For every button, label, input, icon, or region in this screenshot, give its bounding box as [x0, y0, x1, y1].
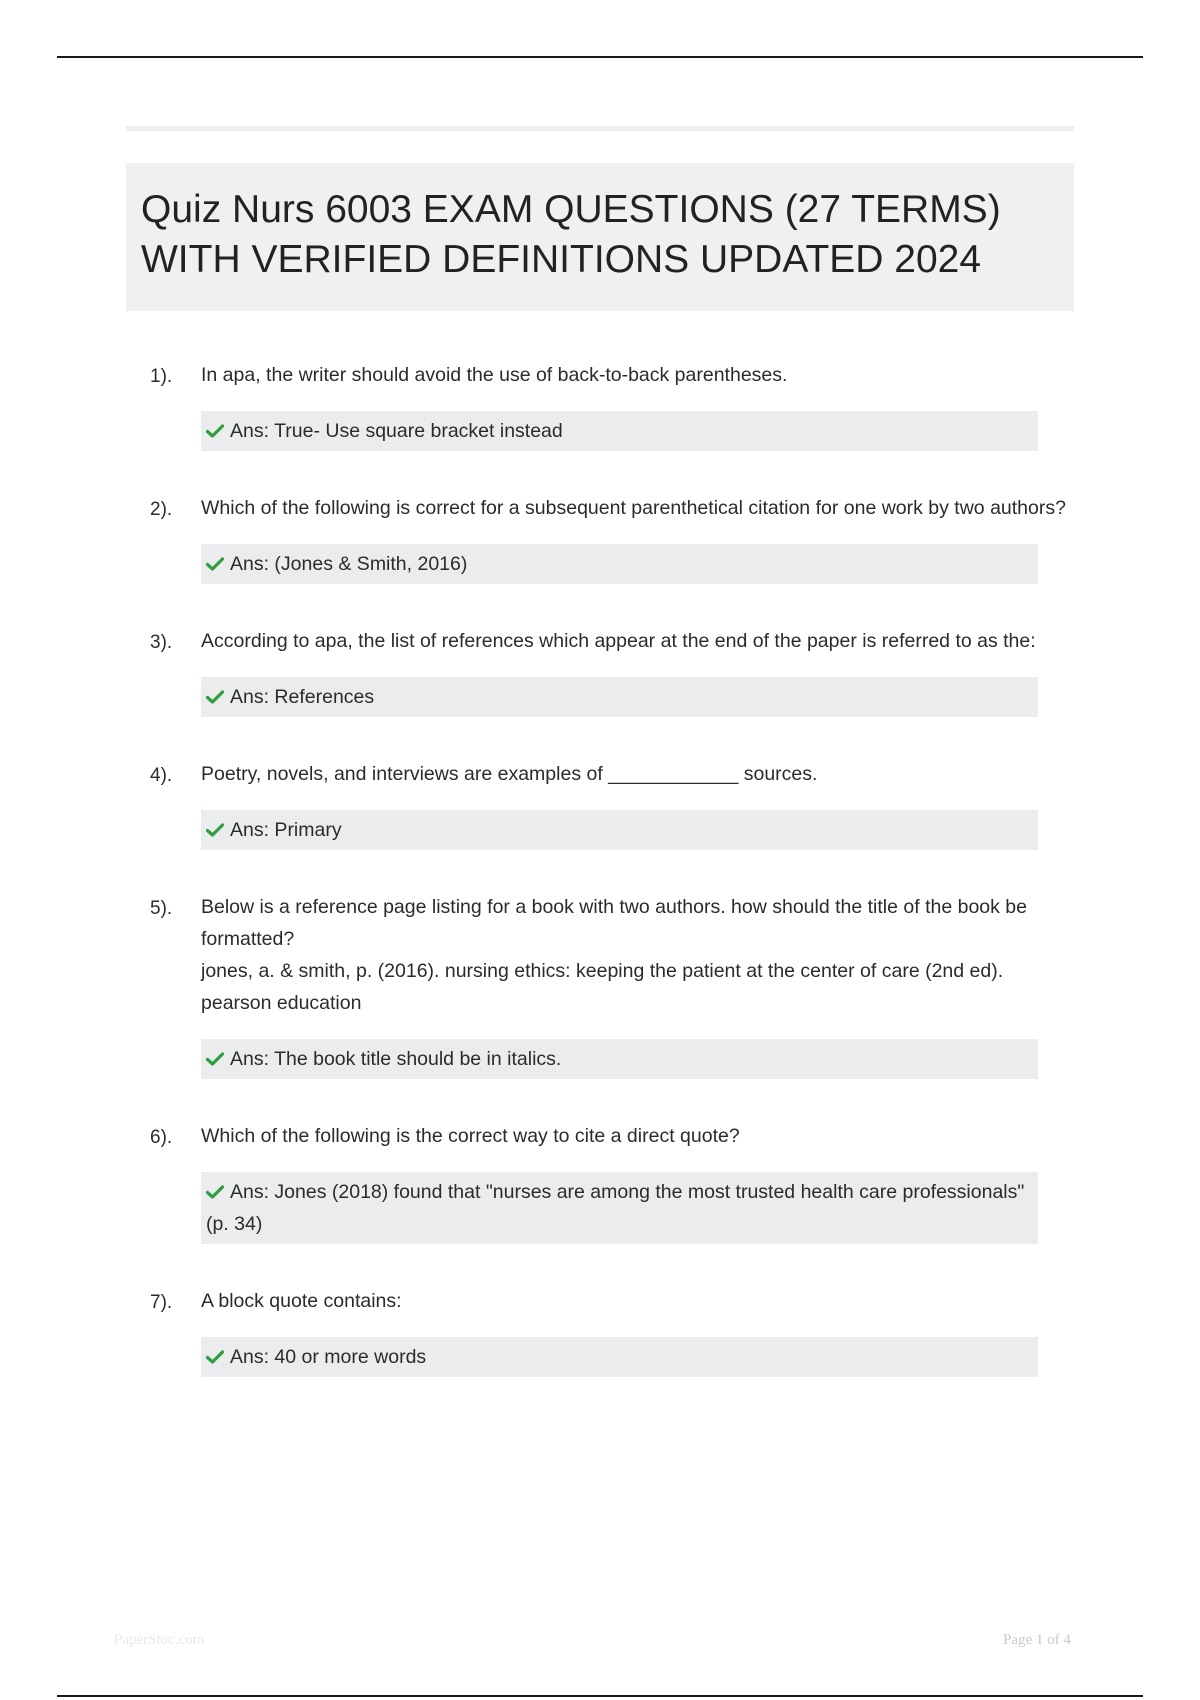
question-number: 6). [150, 1127, 173, 1148]
check-icon [206, 1052, 224, 1066]
title-box [126, 163, 1074, 311]
answer-text: Ans: 40 or more words [230, 1346, 427, 1368]
question-item [126, 758, 1074, 850]
question-item [126, 359, 1074, 451]
answer-text: Ans: (Jones & Smith, 2016) [230, 553, 468, 575]
question-text: Which of the following is the correct way to cite a direct quote? [201, 1125, 740, 1147]
question-text: In apa, the writer should avoid the use of back-to-back parentheses. [201, 364, 788, 386]
answer-text: Ans: The book title should be in italics. [230, 1048, 562, 1070]
answer-box [201, 677, 1038, 717]
answer-box [201, 1337, 1038, 1377]
question-text: Which of the following is correct for a subsequent parenthetical citation for one work by two authors? [201, 497, 1066, 519]
answer-box [201, 810, 1038, 850]
bottom-rule [57, 1695, 1143, 1697]
check-icon [206, 690, 224, 704]
answer-text: Ans: References [230, 686, 375, 708]
answer-text: Ans: Primary [230, 819, 342, 841]
footer-watermark: PaperStoc.com [114, 1632, 205, 1648]
question-number: 2). [150, 499, 173, 520]
question-item [126, 492, 1074, 584]
answer-text: Ans: True- Use square bracket instead [230, 420, 563, 442]
check-icon [206, 557, 224, 571]
question-list [126, 359, 1074, 1377]
document-sheet [126, 126, 1074, 1418]
question-item [126, 1120, 1074, 1244]
answer-box [201, 411, 1038, 451]
question-number: 7). [150, 1292, 173, 1313]
question-item [126, 891, 1074, 1079]
check-icon [206, 1185, 224, 1199]
document-title: Quiz Nurs 6003 EXAM QUESTIONS (27 TERMS) WITH VERIFIED DEFINITIONS UPDATED 2024 [141, 188, 1001, 281]
answer-text: Ans: Jones (2018) found that "nurses are among the most trusted health care professionals" (p. 34) [206, 1181, 1025, 1235]
header-divider [126, 126, 1074, 131]
page-indicator: Page 1 of 4 [1003, 1632, 1071, 1648]
top-rule [57, 56, 1143, 58]
question-number: 5). [150, 898, 173, 919]
check-icon [206, 823, 224, 837]
question-number: 4). [150, 765, 173, 786]
answer-box [201, 1172, 1038, 1244]
answer-box [201, 1039, 1038, 1079]
question-text: Poetry, novels, and interviews are examples of ____________ sources. [201, 763, 818, 785]
question-item [126, 1285, 1074, 1377]
question-item [126, 625, 1074, 717]
answer-box [201, 544, 1038, 584]
question-text: A block quote contains: [201, 1290, 402, 1312]
question-text: Below is a reference page listing for a book with two authors. how should the title of the book be formatted? jones, a. & smith, p. (2016). nursing ethics: keeping the patient at the center of care (2nd ed). pearson education [201, 896, 1027, 1014]
question-number: 3). [150, 632, 173, 653]
check-icon [206, 424, 224, 438]
question-text: According to apa, the list of references which appear at the end of the paper is referred to as the: [201, 630, 1036, 652]
check-icon [206, 1350, 224, 1364]
question-number: 1). [150, 366, 173, 387]
